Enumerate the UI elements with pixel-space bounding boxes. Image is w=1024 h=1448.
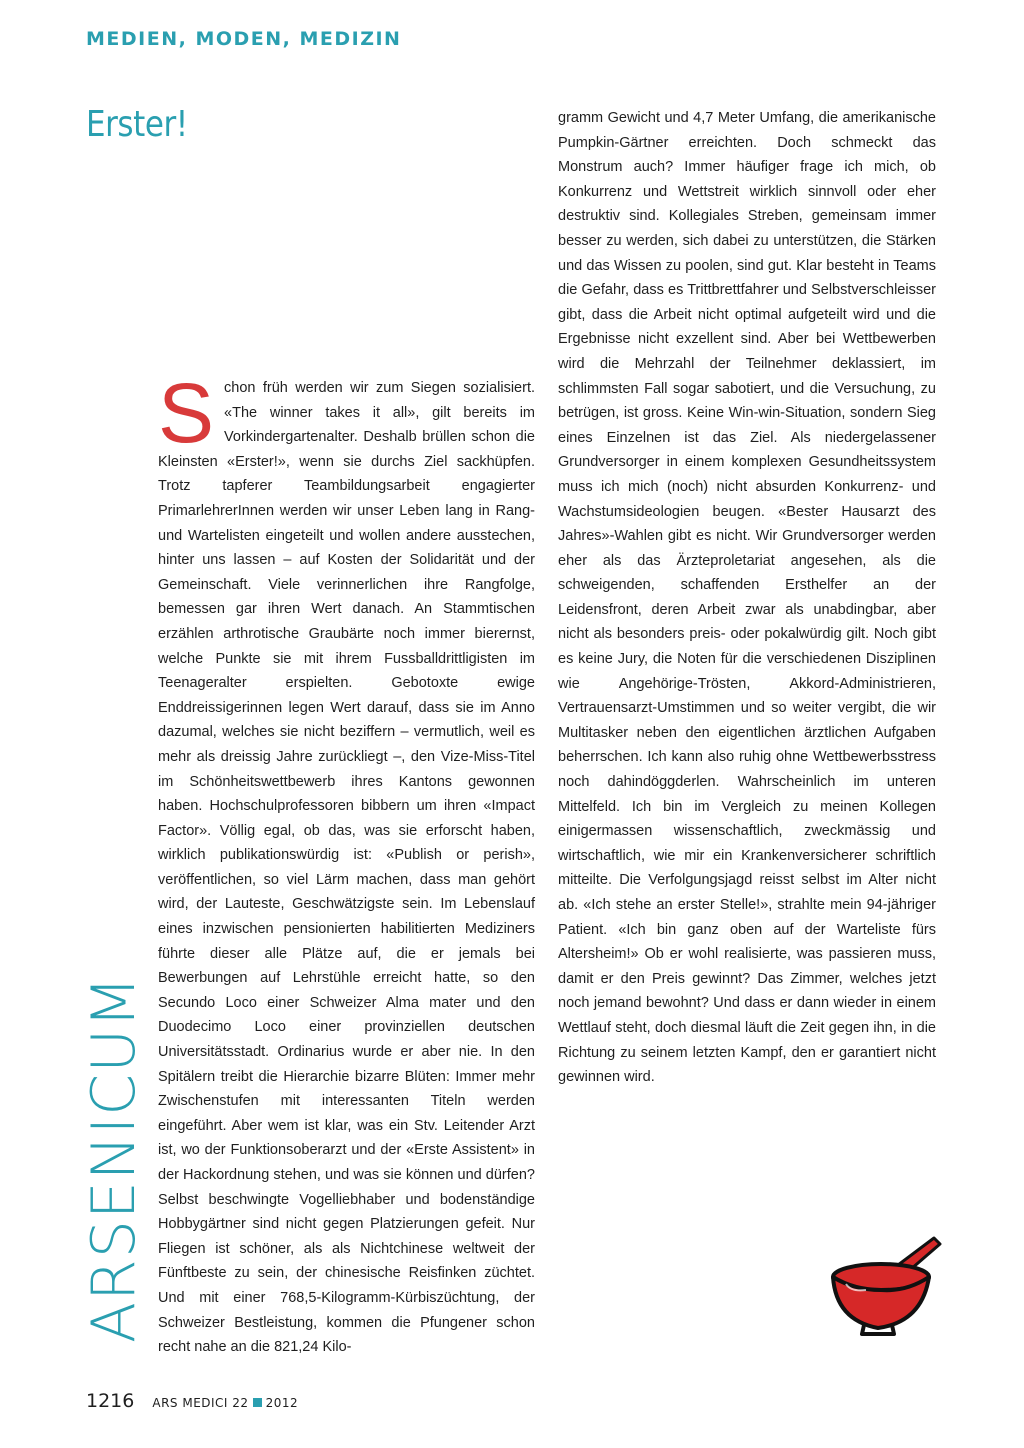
journal-year: 2012: [265, 1396, 299, 1410]
left-column-text: chon früh werden wir zum Siegen sozialisiert. «The winner takes it all», gilt bereits im Vorkindergartenalter. Deshalb brüllen schon die Kleinsten «Erster!», wenn sie durchs Ziel sackhüpfen. Trotz tapferer Teambildungsarbeit engagierter PrimarlehrerInnen werden wir unser Leben lang in Rang- und Wartelisten eingeteilt und wollen andere ausstechen, hinter uns lassen – auf Kosten der Solidarität und der Gemeinschaft. Viele verinnerlichen ihre Rangfolge, bemessen gar ihren Wert danach. An Stammtischen erzählen arthrotische Graubärte noch immer bierernst, welche Punkte sie mit ihrem Fussballdrittligisten im Teenageralter erspielten. Gebotoxte ewige Enddreissigerinnen legen Wert darauf, dass sie im Anno dazumal, welches sie nicht beziffern – vermutlich, weil es mehr als dreissig Jahre zurückliegt –, den Vize-Miss-Titel im Schönheitswettbewerb ihres Kantons gewonnen haben. Hochschulprofessoren bibbern um ihren «Impact Factor». Völlig egal, ob das, was sie erforscht haben, wirklich publikationswürdig ist: «Publish or perish», veröffentlichen, so viel Lärm machen, dass man gehört wird, der Lauteste, Geschwätzigste sein. Im Lebenslauf eines inzwischen pensionierten habilitierten Mediziners führte dieser alle Plätze auf, die er jemals bei Bewerbungen auf Lehrstühle erreicht hatte, so den Secundo Loco einer Schweizer Alma mater und den Duodecimo Loco einer provinziellen deutschen Universitätsstadt. Ordinarius wurde er aber nie. In den Spitälern treibt die Hierarchie bizarre Blüten: Immer mehr Zwischenstufen mit interessanten Titeln werden eingeführt. Aber wem ist klar, was ein Stv. Leitender Arzt ist, wo der Funktionsoberarzt und der «Erste Assistent» in der Hackordnung stehen, und was sie können und dürfen? Selbst beschwingte Vogelliebhaber und bodenständige Hobbygärtner sind nicht gegen Platzierungen gefeit. Nur Fliegen ist schöner, als als Nichtchinese weltweit der Fünftbeste zu sein, der chinesische Reisfinken züchtet. Und mit einer 768,5-Kilogramm-Kürbiszüchtung, der Schweizer Bestleistung, kommen die Pfungener schon recht nahe an die 821,24 Kilo-: [158, 380, 535, 1356]
article-column-right: [558, 106, 936, 1106]
column-label-vertical: ARSENICUM: [79, 975, 149, 1343]
journal-name: ARS MEDICI 22: [152, 1396, 249, 1410]
drop-cap: S: [158, 366, 215, 460]
mortar-pestle-icon: [826, 1232, 946, 1342]
article-paragraph: [158, 366, 535, 1360]
page-number: 1216: [86, 1390, 135, 1412]
page-footer: [86, 1390, 298, 1412]
square-separator-icon: [253, 1398, 262, 1407]
article-column-left: [158, 366, 535, 1356]
right-column-text: gramm Gewicht und 4,7 Meter Umfang, die amerikanische Pumpkin-Gärtner erreichten. Doch schmeckt das Monstrum auch? Immer häufiger frage ich mich, ob Konkurrenz und Wettstreit wirklich sinnvoll oder eher destruktiv sind. Kollegiales Streben, gemeinsam immer besser zu werden, sich dabei zu unterstützen, die Stärken und das Wissen zu poolen, sind gut. Klar besteht in Teams die Gefahr, dass es Trittbrettfahrer und Selbstverschleisser gibt, dass die Arbeit nicht optimal aufgeteilt wird und die Ergebnisse nicht exzellent sind. Aber bei Wettbewerben wird die Mehrzahl der Teilnehmer deklassiert, im schlimmsten Fall sogar sabotiert, und die Versuchung, zu betrügen, ist gross. Keine Win-win-Situation, sondern Sieg eines Einzelnen ist das Ziel. Als niedergelassener Grundversorger in einem komplexen Gesundheitssystem muss ich mich (noch) nicht absurden Konkurrenz- und Wachstumsideologien beugen. «Bester Hausarzt des Jahres»-Wahlen gibt es nicht. Wir Grundversorger werden eher als das Ärzteproletariat angesehen, als die schweigenden, schaffenden Ersthelfer an der Leidensfront, deren Arbeit zwar als unabdingbar, aber nicht als besonders preis- oder pokalwürdig gilt. Noch gibt es keine Jury, die Noten für die verschiedenen Disziplinen wie Angehörige-Trösten, Akkord-Administrieren, Vertrauensarzt-Umstimmen und so weiter vergibt, die wir Multitasker neben den eigentlichen ärztlichen Aufgaben beherrschen. Ich kann also ruhig ohne Wettbewerbsstress noch dahindöggderlen. Wahrscheinlich im unteren Mittelfeld. Ich bin im Vergleich zu meinen Kollegen einigermassen wissenschaftlich, zweckmässig und wirtschaftlich, wie mir ein Krankenversicherer schriftlich mitteilte. Die Verfolgungsjagd reisst selbst im Alter nicht ab. «Ich stehe an erster Stelle!», strahlte mein 94-jähriger Patient. «Ich bin ganz oben auf der Warteliste fürs Altersheim!» Ob er wohl realisierte, was passieren muss, damit er den Preis gewinnt? Das Zimmer, welches jetzt noch jemand bewohnt? Und dass er dann wieder in einem Wettlauf steht, doch diesmal läuft die Zeit gegen ihn, in die Richtung zu seinem letzten Kampf, den er garantiert nicht gewinnen wird.: [558, 110, 936, 1086]
article-title: Erster!: [86, 104, 188, 145]
journal-info: [152, 1396, 298, 1410]
section-label: MEDIEN, MODEN, MEDIZIN: [86, 28, 402, 50]
